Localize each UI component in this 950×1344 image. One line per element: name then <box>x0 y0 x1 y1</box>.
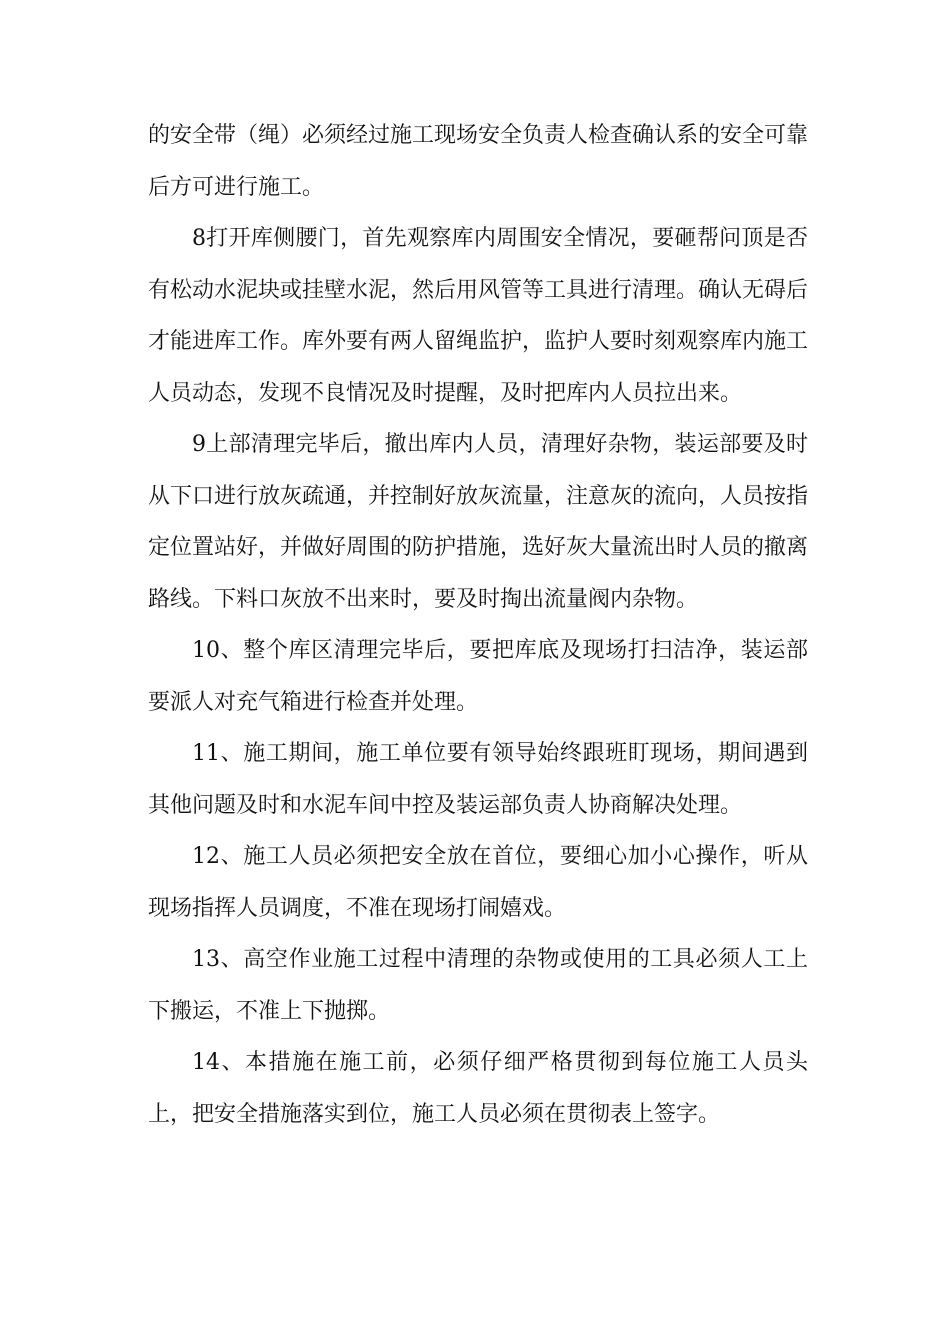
paragraph-item-10: 10、整个库区清理完毕后，要把库底及现场打扫洁净，装运部要派人对充气箱进行检查并处理。 <box>148 638 808 715</box>
paragraph-item-14: 14、本措施在施工前，必须仔细严格贯彻到每位施工人员头上，把安全措施落实到位，施工人员必须在贯彻表上签字。 <box>148 1050 808 1127</box>
paragraph-item-13: 13、高空作业施工过程中清理的杂物或使用的工具必须人工上下搬运，不准上下抛掷。 <box>148 947 808 1024</box>
paragraph-item-11: 11、施工期间，施工单位要有领导始终跟班盯现场，期间遇到其他问题及时和水泥车间中控及装运部负责人协商解决处理。 <box>148 741 808 818</box>
paragraph-item-8: 8打开库侧腰门，首先观察库内周围安全情况，要砸帮问顶是否有松动水泥块或挂壁水泥，然后用风管等工具进行清理。确认无碍后才能进库工作。库外要有两人留绳监护，监护人要时刻观察库内施工人员动态，发现不良情况及时提醒，及时把库内人员拉出来。 <box>148 226 809 406</box>
document-body <box>148 110 808 1140</box>
paragraph-item-12: 12、施工人员必须把安全放在首位，要细心加小心操作，听从现场指挥人员调度，不准在现场打闹嬉戏。 <box>148 844 808 921</box>
paragraph-continuation: 的安全带（绳）必须经过施工现场安全负责人检查确认系的安全可靠后方可进行施工。 <box>148 123 809 200</box>
paragraph-item-9: 9上部清理完毕后，撤出库内人员，清理好杂物，装运部要及时从下口进行放灰疏通，并控制好放灰流量，注意灰的流向，人员按指定位置站好，并做好周围的防护措施，选好灰大量流出时人员的撤离路线。下料口灰放不出来时，要及时掏出流量阀内杂物。 <box>148 432 809 612</box>
